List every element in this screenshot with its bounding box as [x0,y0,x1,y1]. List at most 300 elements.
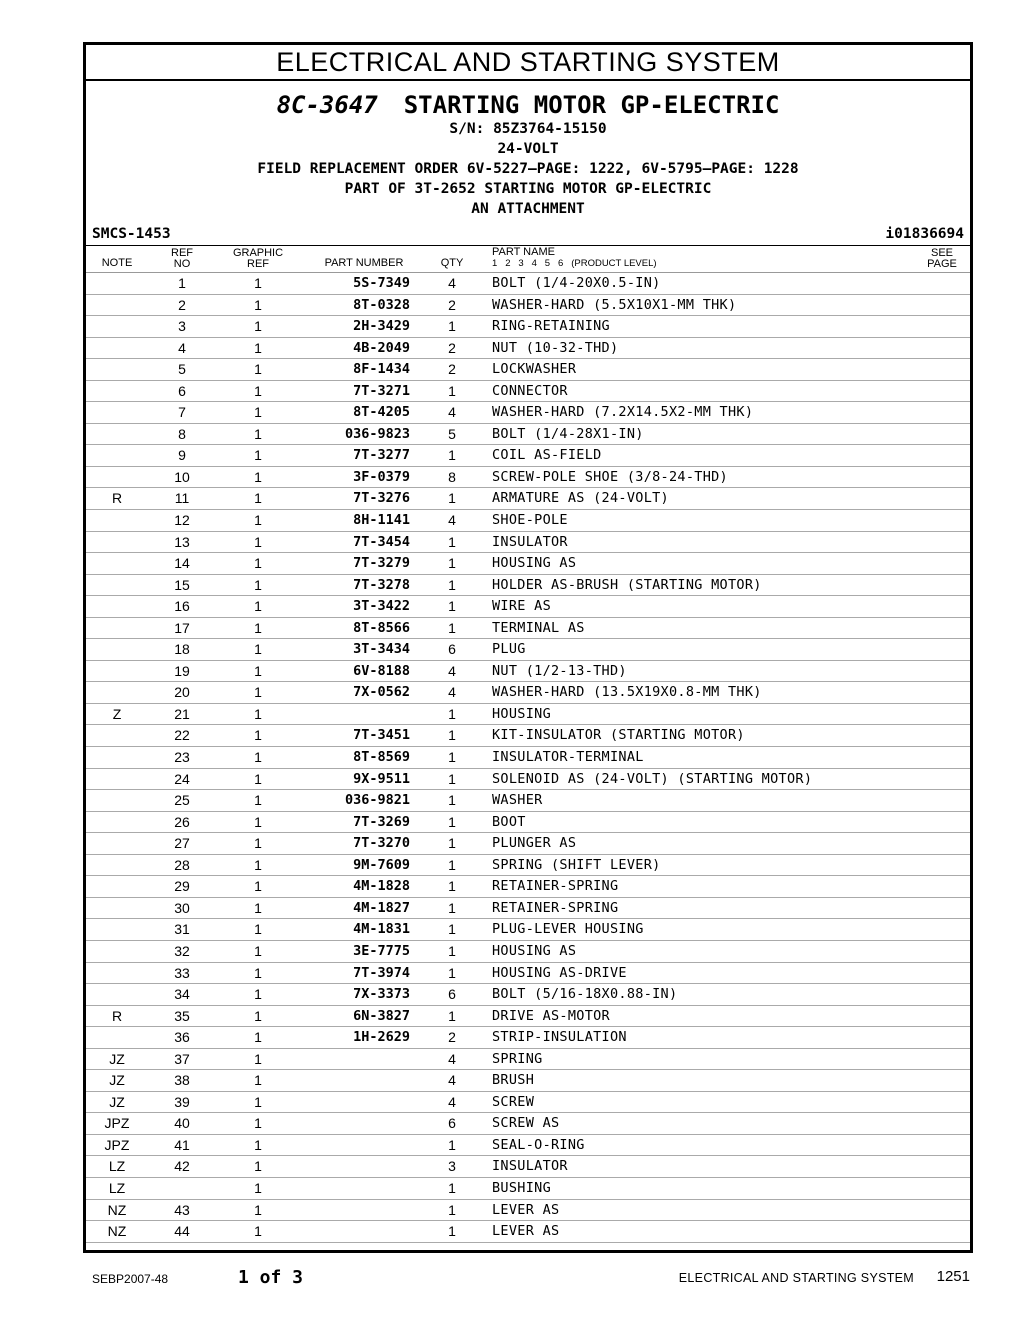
qty-cell: 1 [448,533,456,550]
note-cell: NZ [107,1201,127,1218]
part-number-cell: 1H-2629 [353,1029,410,1046]
part-number-cell: 2H-3429 [353,318,410,335]
graphic-ref-cell: 1 [254,1029,262,1046]
col-see-bottom: PAGE [927,258,957,270]
table-row [86,402,970,424]
qty-cell: 4 [448,684,456,701]
part-number-cell: 7X-3373 [353,986,410,1003]
qty-cell: 1 [448,856,456,873]
graphic-ref-cell: 1 [254,1223,262,1240]
qty-cell: 1 [448,1007,456,1024]
part-number-cell: 3T-3422 [353,598,410,615]
part-number-cell: 036-9823 [344,425,410,442]
part-name-cell: RING-RETAINING [492,318,610,335]
group-field-replacement: FIELD REPLACEMENT ORDER 6V-5227—PAGE: 1222, 6V-5795—PAGE: 1228 [257,161,799,177]
part-number-cell: 3E-7775 [353,942,410,959]
graphic-ref-cell: 1 [254,986,262,1003]
ref-no-cell: 19 [174,662,190,679]
part-name-cell: WASHER-HARD (5.5X10X1-MM THK) [492,296,737,313]
part-number-cell: 4M-1831 [353,921,410,938]
graphic-ref-cell: 1 [254,792,262,809]
table-row [86,812,970,834]
group-part-number: 8C-3647 [276,91,378,119]
part-number-cell: 7T-3276 [353,490,410,507]
graphic-ref-cell: 1 [254,447,262,464]
part-number-cell: 6V-8188 [353,662,410,679]
group-name: STARTING MOTOR GP-ELECTRIC [403,91,780,119]
table-row [86,639,970,661]
graphic-ref-cell: 1 [254,598,262,615]
qty-cell: 1 [448,878,456,895]
col-see-top: SEE [930,247,953,259]
part-name-cell: BUSHING [492,1179,551,1196]
group-attachment: AN ATTACHMENT [471,201,585,217]
qty-cell: 3 [448,1158,456,1175]
note-cell: LZ [108,1179,126,1196]
ref-no-cell: 1 [178,275,186,291]
part-name-cell: WASHER-HARD (7.2X14.5X2-MM THK) [492,404,754,421]
ref-no-cell: 11 [174,490,190,507]
qty-cell: 1 [448,835,456,852]
column-header [86,245,970,273]
graphic-ref-cell: 1 [254,813,262,830]
note-cell: JZ [109,1093,125,1110]
ref-no-cell: 14 [174,555,190,572]
ref-no-cell: 5 [178,361,186,378]
part-number-cell: 6N-3827 [353,1007,410,1024]
graphic-ref-cell: 1 [254,339,262,356]
table-row [86,316,970,338]
graphic-ref-cell: 1 [254,921,262,938]
qty-cell: 1 [448,1136,456,1153]
part-name-cell: BOLT (5/16-18X0.88-IN) [492,986,678,1003]
table-row [86,618,970,640]
table-row [86,1027,970,1049]
col-part-number: PART NUMBER [324,257,404,269]
qty-cell: 1 [448,619,456,636]
part-number-cell: 7T-3270 [353,835,410,852]
table-row [86,682,970,704]
part-number-cell: 7T-3454 [353,533,410,550]
ref-no-cell: 22 [174,727,190,744]
qty-cell: 1 [448,490,456,507]
ref-no-cell: 33 [174,964,190,981]
qty-cell: 1 [448,921,456,938]
table-row [86,876,970,898]
table-row [86,575,970,597]
note-cell: JPZ [104,1115,130,1132]
part-name-cell: INSULATOR-TERMINAL [492,749,644,766]
graphic-ref-cell: 1 [254,727,262,744]
table-row [86,1156,970,1178]
table-row [86,467,970,489]
ref-no-cell: 16 [174,598,190,615]
part-name-cell: STRIP-INSULATION [492,1029,627,1046]
part-name-cell: HOUSING AS [492,555,577,572]
part-number-cell: 7T-3278 [353,576,410,593]
ref-no-cell: 8 [178,425,186,442]
part-name-cell: PLUG-LEVER HOUSING [492,921,644,938]
part-number-cell: 7T-3451 [353,727,410,744]
part-name-cell: HOLDER AS-BRUSH (STARTING MOTOR) [492,576,762,593]
part-number-cell: 3F-0379 [353,468,410,485]
parts-table [86,273,970,1243]
qty-cell: 1 [448,942,456,959]
ref-no-cell: 6 [178,382,186,399]
part-name-cell: SCREW-POLE SHOE (3/8-24-THD) [492,468,728,485]
part-name-cell: RETAINER-SPRING [492,899,619,916]
ref-no-cell: 37 [174,1050,190,1067]
note-cell: JZ [109,1072,125,1089]
table-row [86,790,970,812]
part-name-cell: RETAINER-SPRING [492,878,619,895]
footer-doc-id: SEBP2007-48 [92,1272,169,1286]
part-name-cell: PLUG [492,641,526,658]
ref-no-cell: 7 [178,404,186,421]
table-row [86,295,970,317]
part-name-cell: DRIVE AS-MOTOR [492,1007,610,1024]
ref-no-cell: 17 [174,619,190,636]
table-row [86,941,970,963]
ref-no-cell: 23 [174,749,190,766]
note-cell: JZ [109,1050,125,1067]
identifier-bar [86,223,970,245]
graphic-ref-cell: 1 [254,1158,262,1175]
graphic-ref-cell: 1 [254,1072,262,1089]
group-title [86,91,970,119]
part-number-cell: 7T-3974 [353,964,410,981]
graphic-ref-cell: 1 [254,662,262,679]
part-name-cell: SCREW AS [492,1115,560,1132]
ref-no-cell: 40 [174,1115,190,1132]
ref-no-cell: 4 [178,339,186,356]
part-name-cell: BOLT (1/4-28X1-IN) [492,425,644,442]
table-row [86,1113,970,1135]
qty-cell: 1 [448,598,456,615]
smcs-code: SMCS-1453 [92,226,171,242]
qty-cell: 1 [448,1201,456,1218]
part-name-cell: SPRING (SHIFT LEVER) [492,856,661,873]
part-name-cell: BOOT [492,813,526,830]
table-row [86,1200,970,1222]
qty-cell: 1 [448,382,456,399]
table-row [86,855,970,877]
parts-page-frame [83,42,973,1253]
part-name-cell: KIT-INSULATOR (STARTING MOTOR) [492,727,745,744]
part-name-cell: COIL AS-FIELD [492,447,602,464]
qty-cell: 5 [448,425,456,442]
ref-no-cell: 2 [178,296,186,313]
ref-no-cell: 3 [178,318,186,335]
qty-cell: 1 [448,705,456,722]
group-part-of: PART OF 3T-2652 STARTING MOTOR GP-ELECTRIC [344,181,712,197]
part-name-cell: HOUSING [492,705,551,722]
group-header [86,91,970,219]
part-number-cell: 036-9821 [344,792,410,809]
part-name-cell: INSULATOR [492,1158,568,1175]
qty-cell: 6 [448,986,456,1003]
qty-cell: 1 [448,318,456,335]
graphic-ref-cell: 1 [254,749,262,766]
graphic-ref-cell: 1 [254,1050,262,1067]
graphic-ref-cell: 1 [254,1136,262,1153]
col-ref-bottom: NO [173,258,191,270]
table-row [86,273,970,295]
qty-cell: 2 [448,1029,456,1046]
note-cell: R [111,490,123,507]
group-voltage: 24-VOLT [497,141,559,157]
part-name-cell: SEAL-O-RING [492,1136,585,1153]
table-row [86,424,970,446]
qty-cell: 4 [448,275,456,291]
part-number-cell: 7T-3271 [353,382,410,399]
col-graphic-bottom: REF [247,258,269,270]
ref-no-cell: 44 [174,1223,190,1240]
qty-cell: 1 [448,727,456,744]
graphic-ref-cell: 1 [254,576,262,593]
graphic-ref-cell: 1 [254,512,262,529]
ref-no-cell: 30 [174,899,190,916]
part-name-cell: SHOE-POLE [492,512,568,529]
table-row [86,1135,970,1157]
qty-cell: 4 [448,1050,456,1067]
graphic-ref-cell: 1 [254,899,262,916]
note-cell: R [111,1007,123,1024]
ref-no-cell: 42 [174,1158,190,1175]
col-qty: QTY [440,257,464,269]
ref-no-cell: 20 [174,684,190,701]
qty-cell: 6 [448,641,456,658]
ref-no-cell: 39 [174,1093,190,1110]
part-name-cell: WASHER [492,792,543,809]
graphic-ref-cell: 1 [254,1115,262,1132]
ref-no-cell: 9 [178,447,186,464]
qty-cell: 1 [448,576,456,593]
qty-cell: 8 [448,468,456,485]
table-row [86,359,970,381]
table-row [86,919,970,941]
part-number-cell: 9X-9511 [353,770,410,787]
table-row [86,704,970,726]
graphic-ref-cell: 1 [254,555,262,572]
ref-no-cell: 28 [174,856,190,873]
table-row [86,488,970,510]
qty-cell: 4 [448,1072,456,1089]
table-row [86,381,970,403]
col-part-name: PART NAME [492,246,555,258]
note-cell: LZ [108,1158,126,1175]
ref-no-cell: 13 [174,533,190,550]
ref-no-cell: 24 [174,770,190,787]
qty-cell: 4 [448,662,456,679]
part-name-cell: BOLT (1/4-20X0.5-IN) [492,275,661,291]
graphic-ref-cell: 1 [254,404,262,421]
ref-no-cell: 43 [174,1201,190,1218]
note-cell: Z [112,705,122,722]
graphic-ref-cell: 1 [254,490,262,507]
graphic-ref-cell: 1 [254,275,262,291]
ref-no-cell: 21 [174,705,190,722]
qty-cell: 2 [448,361,456,378]
qty-cell: 1 [448,813,456,830]
page-footer [0,1266,1020,1290]
table-row [86,1092,970,1114]
table-row [86,338,970,360]
part-name-cell: LEVER AS [492,1223,560,1240]
graphic-ref-cell: 1 [254,361,262,378]
part-name-cell: SPRING [492,1050,543,1067]
table-row [86,833,970,855]
part-name-cell: HOUSING AS-DRIVE [492,964,627,981]
qty-cell: 2 [448,339,456,356]
ref-no-cell: 32 [174,942,190,959]
qty-cell: 1 [448,1223,456,1240]
part-name-cell: LOCKWASHER [492,361,577,378]
part-number-cell: 8T-0328 [353,296,410,313]
part-name-cell: NUT (1/2-13-THD) [492,662,627,679]
table-row [86,510,970,532]
part-name-cell: SCREW [492,1093,535,1110]
part-number-cell: 8H-1141 [353,512,410,529]
part-name-cell: WIRE AS [492,598,551,615]
graphic-ref-cell: 1 [254,1007,262,1024]
part-number-cell: 4B-2049 [353,339,410,356]
ref-no-cell: 10 [174,468,190,485]
ref-no-cell: 34 [174,986,190,1003]
col-product-level: 1 2 3 4 5 6 (PRODUCT LEVEL) [492,258,657,269]
graphic-ref-cell: 1 [254,296,262,313]
table-row [86,1070,970,1092]
qty-cell: 1 [448,964,456,981]
graphic-ref-cell: 1 [254,684,262,701]
part-name-cell: ARMATURE AS (24-VOLT) [492,490,669,507]
part-number-cell: 8T-8569 [353,749,410,766]
qty-cell: 4 [448,512,456,529]
part-number-cell: 7T-3277 [353,447,410,464]
part-name-cell: BRUSH [492,1072,535,1089]
part-name-cell: INSULATOR [492,533,568,550]
ref-no-cell: 26 [174,813,190,830]
part-number-cell: 8T-4205 [353,404,410,421]
ref-no-cell: 41 [174,1136,190,1153]
ref-no-cell: 25 [174,792,190,809]
qty-cell: 1 [448,555,456,572]
graphic-ref-cell: 1 [254,318,262,335]
qty-cell: 2 [448,296,456,313]
graphic-ref-cell: 1 [254,835,262,852]
ref-no-cell: 18 [174,641,190,658]
part-name-cell: LEVER AS [492,1201,560,1218]
footer-section: ELECTRICAL AND STARTING SYSTEM [678,1271,914,1285]
section-title: ELECTRICAL AND STARTING SYSTEM [86,45,970,81]
table-row [86,661,970,683]
note-cell: NZ [107,1223,127,1240]
table-row [86,769,970,791]
table-row [86,1178,970,1200]
table-row [86,1049,970,1071]
qty-cell: 1 [448,899,456,916]
qty-cell: 1 [448,792,456,809]
table-row [86,553,970,575]
qty-cell: 1 [448,447,456,464]
table-row [86,725,970,747]
part-number-cell: 3T-3434 [353,641,410,658]
part-name-cell: HOUSING AS [492,942,577,959]
table-row [86,1221,970,1243]
col-graphic-top: GRAPHIC [232,247,284,259]
ref-no-cell: 29 [174,878,190,895]
ref-no-cell: 27 [174,835,190,852]
part-number-cell: 4M-1827 [353,899,410,916]
graphic-ref-cell: 1 [254,856,262,873]
part-number-cell: 4M-1828 [353,878,410,895]
graphic-ref-cell: 1 [254,533,262,550]
table-row [86,898,970,920]
ref-no-cell: 38 [174,1072,190,1089]
table-row [86,445,970,467]
part-name-cell: CONNECTOR [492,382,568,399]
ref-no-cell: 15 [174,576,190,593]
graphic-ref-cell: 1 [254,1093,262,1110]
qty-cell: 6 [448,1115,456,1132]
part-number-cell: 9M-7609 [353,856,410,873]
note-cell: JPZ [104,1136,130,1153]
table-row [86,984,970,1006]
table-row [86,963,970,985]
part-number-cell: 7T-3279 [353,555,410,572]
part-number-cell: 7T-3269 [353,813,410,830]
part-number-cell: 5S-7349 [353,275,410,291]
graphic-ref-cell: 1 [254,468,262,485]
part-name-cell: WASHER-HARD (13.5X19X0.8-MM THK) [492,684,762,701]
graphic-ref-cell: 1 [254,705,262,722]
graphic-ref-cell: 1 [254,425,262,442]
part-name-cell: TERMINAL AS [492,619,585,636]
ref-no-cell: 31 [174,921,190,938]
part-name-cell: PLUNGER AS [492,835,577,852]
qty-cell: 1 [448,770,456,787]
table-row [86,532,970,554]
graphic-ref-cell: 1 [254,1201,262,1218]
part-number-cell: 8T-8566 [353,619,410,636]
group-serial: S/N: 85Z3764-15150 [449,121,607,137]
graphic-ref-cell: 1 [254,1179,262,1196]
qty-cell: 4 [448,1093,456,1110]
qty-cell: 1 [448,1179,456,1196]
part-name-cell: SOLENOID AS (24-VOLT) (STARTING MOTOR) [492,770,813,787]
qty-cell: 1 [448,749,456,766]
table-row [86,1006,970,1028]
graphic-ref-cell: 1 [254,641,262,658]
graphic-ref-cell: 1 [254,382,262,399]
part-number-cell: 7X-0562 [353,684,410,701]
footer-page-number: 1251 [936,1268,970,1285]
col-ref-top: REF [171,247,193,259]
part-name-cell: NUT (10-32-THD) [492,339,619,356]
ref-no-cell: 12 [174,512,190,529]
qty-cell: 4 [448,404,456,421]
illustration-id: i01836694 [885,226,964,242]
graphic-ref-cell: 1 [254,942,262,959]
table-row [86,747,970,769]
graphic-ref-cell: 1 [254,619,262,636]
part-number-cell: 8F-1434 [353,361,410,378]
ref-no-cell: 35 [174,1007,190,1024]
table-row [86,596,970,618]
graphic-ref-cell: 1 [254,878,262,895]
ref-no-cell: 36 [174,1029,190,1046]
footer-page-of: 1 of 3 [238,1267,304,1288]
